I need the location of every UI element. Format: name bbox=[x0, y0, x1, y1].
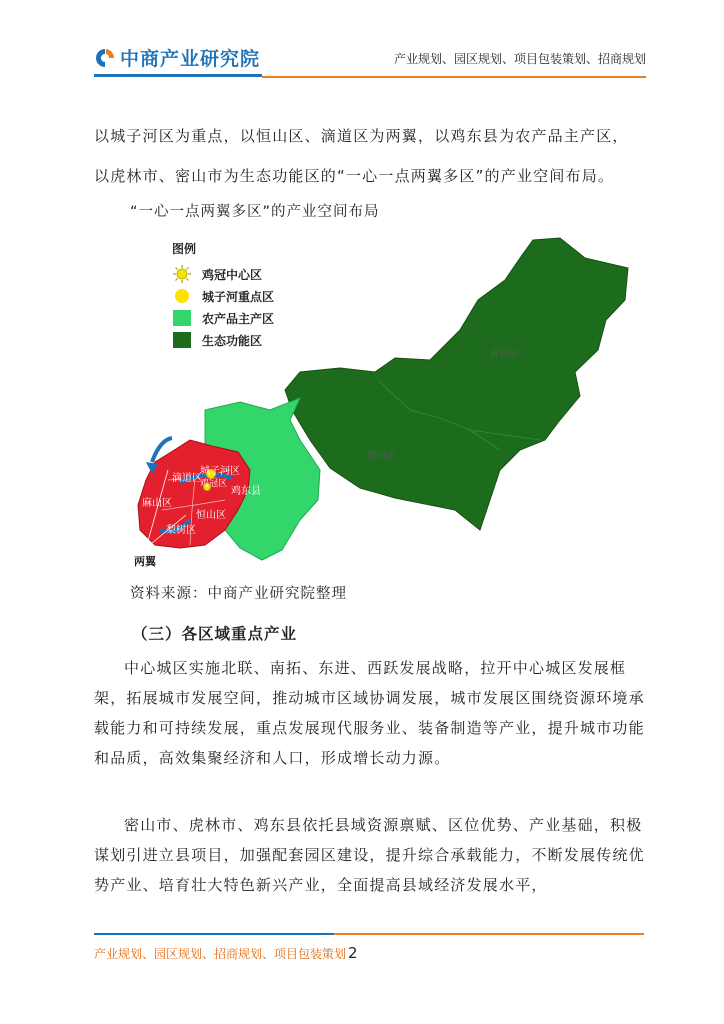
intro-line-2: 以虎林市、密山市为生态功能区的“一心一点两翼多区”的产业空间布局。 bbox=[94, 167, 615, 185]
legend-label: 生态功能区 bbox=[202, 333, 263, 348]
header-tags: 产业规划、园区规划、项目包装策划、招商规划 bbox=[393, 52, 646, 66]
legend-label: 农产品主产区 bbox=[202, 311, 275, 326]
eco-swatch bbox=[173, 332, 191, 348]
legend-title: 图例 bbox=[172, 242, 197, 256]
agri-swatch bbox=[173, 310, 191, 326]
legend-item-chengzihe bbox=[172, 285, 274, 307]
legend-item-agri bbox=[172, 307, 274, 329]
logo bbox=[94, 44, 260, 71]
legend-item-jiguan bbox=[172, 263, 274, 285]
footer-tags: 产业规划、园区规划、招商规划、项目包装策划 bbox=[94, 947, 347, 961]
legend-item-eco bbox=[172, 329, 274, 351]
footer-divider-blue bbox=[94, 933, 334, 935]
sun-icon bbox=[172, 264, 192, 284]
label-hengshan: 恒山区 bbox=[196, 510, 226, 521]
circle-icon bbox=[172, 286, 192, 306]
label-liangyi: 两翼 bbox=[134, 555, 156, 568]
figure-source: 资料来源：中商产业研究院整理 bbox=[130, 586, 347, 602]
logo-mark-icon bbox=[94, 47, 116, 69]
page-footer bbox=[94, 944, 358, 962]
page-header bbox=[0, 0, 724, 90]
header-divider-blue bbox=[94, 74, 262, 77]
label-didao: 滴道区 bbox=[172, 473, 202, 484]
section-paragraph-1: 中心城区实施北联、南拓、东进、西跃发展战略，拉开中心城区发展框架，拓展城市发展空间，推动城市区域协调发展，城市发展区围绕资源环境承载能力和可持续发展，重点发展现代服务业、装备制造等产业，提升城市功能和品质，高效集聚经济和人口，形成增长动力源。 bbox=[94, 659, 645, 767]
label-lishu: 梨树区 bbox=[166, 525, 196, 536]
legend-label: 城子河重点区 bbox=[202, 289, 275, 304]
label-jidong: 鸡东县 bbox=[231, 486, 261, 497]
header-divider-orange bbox=[262, 76, 646, 78]
map-legend bbox=[172, 240, 274, 351]
logo-text: 中商产业研究院 bbox=[120, 48, 261, 70]
label-mashan: 麻山区 bbox=[142, 498, 172, 509]
legend-label: 鸡冠中心区 bbox=[202, 267, 263, 282]
label-mishan: 密山市 bbox=[367, 450, 396, 461]
figure-caption: “一心一点两翼多区”的产业空间布局 bbox=[130, 204, 380, 220]
label-chengzihe: 城子河区 bbox=[200, 466, 240, 477]
label-jiguan: 鸡冠区 bbox=[200, 479, 228, 489]
section-paragraph-2: 密山市、虎林市、鸡东县依托县域资源禀赋、区位优势、产业基础，积极谋划引进立县项目，加强配套园区建设，提升综合承载能力，不断发展传统优势产业、培育壮大特色新兴产业，全面提高县域经济发展水平， bbox=[94, 816, 645, 894]
label-hulin: 虎林市 bbox=[490, 349, 519, 360]
intro-line-1: 以城子河区为重点，以恒山区、滴道区为两翼，以鸡东县为农产品主产区， bbox=[94, 127, 629, 145]
section-title: （三）各区域重点产业 bbox=[132, 625, 298, 643]
eco-zone-region bbox=[285, 238, 628, 530]
footer-divider-orange bbox=[334, 933, 644, 935]
page-number: 2 bbox=[348, 944, 358, 962]
